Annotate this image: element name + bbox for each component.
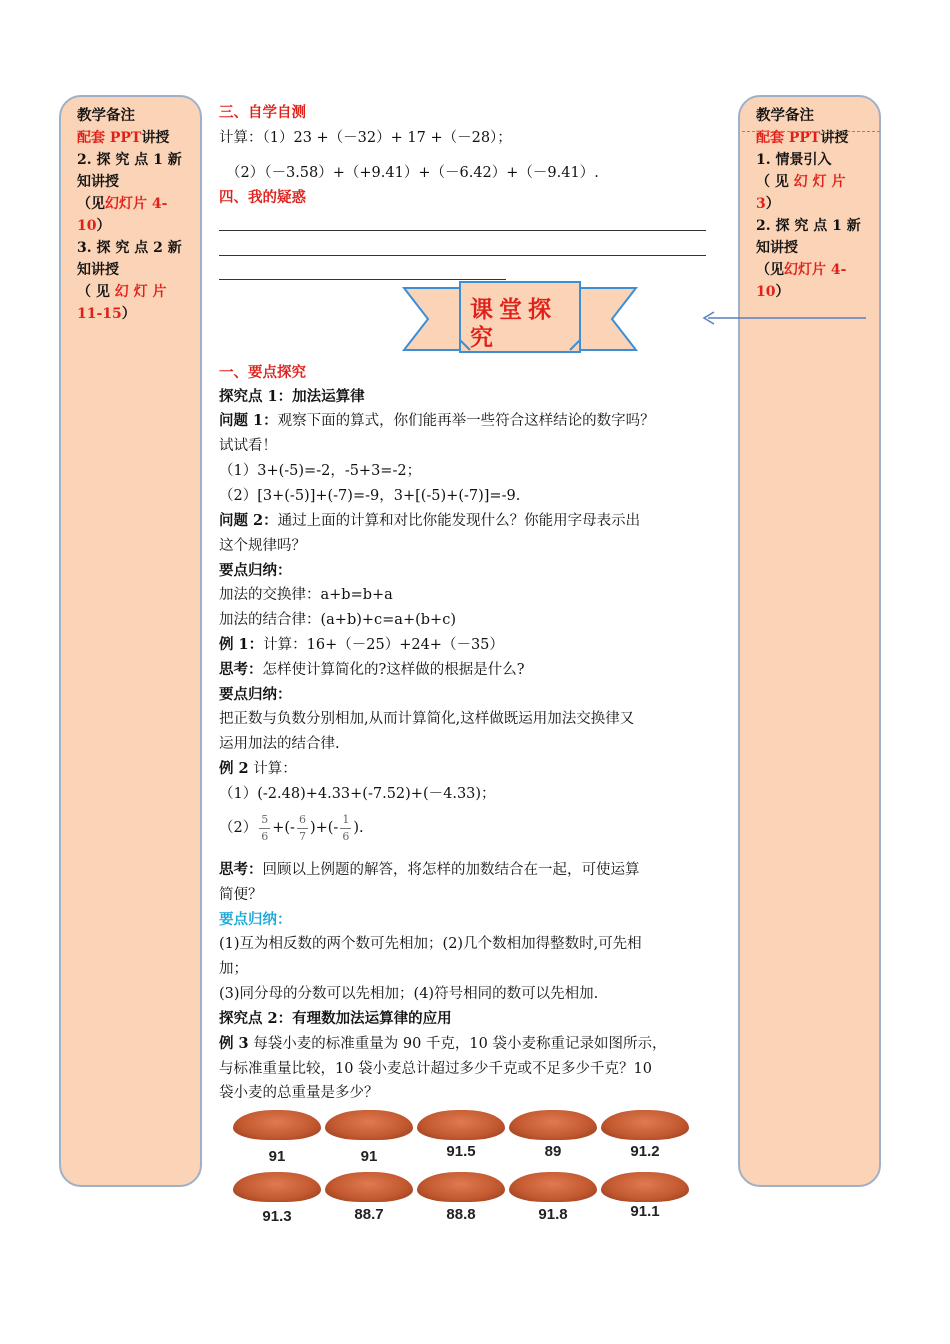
think-2: 思考：回顾以上例题的解答，将怎样的加数结合在一起，可使运算 xyxy=(219,861,640,878)
fraction: $\frac{1}{6}$ xyxy=(342,812,350,843)
example-3-cont: 与标准重量比较，10 袋小麦总计超过多少千克或不足多少千克？10 xyxy=(219,1061,653,1077)
example-2-part-2: （2） $\frac{5}{6}$ +(- $\frac{6}{7}$ )+(- $\frac{1}{6}$ ). xyxy=(219,812,364,843)
left-teaching-note: 教学备注 配套 PPT讲授 2. 探 究 点 1 新 知讲授 （见幻灯片 4- 10） 3. 探 究 点 2 新 知讲授 （ 见 幻 灯 片 11-15） xyxy=(59,95,202,1187)
banner-title: 课堂探究 xyxy=(470,297,557,351)
summary-2-label: 要点归纳： xyxy=(219,686,292,703)
wheat-bag xyxy=(601,1110,689,1140)
equation-1: （1）3+(-5)=-2，-5+3=-2； xyxy=(219,463,422,479)
example-3-cont-2: 袋小麦的总重量是多少？ xyxy=(219,1085,379,1101)
self-test-calc-1: 计算：（1）23 +（－32）+ 17 +（－28）； xyxy=(219,130,512,146)
wheat-bag xyxy=(233,1172,321,1202)
bag-weight: 91.5 xyxy=(446,1143,476,1160)
section1-heading: 一、要点探究 xyxy=(219,364,306,381)
example-2-part-1: （1）(-2.48)+4.33+(-7.52)+(－4.33)； xyxy=(219,786,496,802)
example-3: 例 3 每袋小麦的标准重量为 90 千克，10 袋小麦称重记录如图所示， xyxy=(219,1035,667,1052)
example-1: 例 1：计算：16+（－25）+24+（－35） xyxy=(219,636,504,653)
summary-2-cont: 运用加法的结合律. xyxy=(219,736,340,752)
bag-weight: 88.7 xyxy=(354,1206,384,1223)
ppt-label: 配套 PPT xyxy=(77,130,142,146)
section3-heading: 三、自学自测 xyxy=(219,104,306,121)
explore-point-1-heading: 探究点 1：加法运算律 xyxy=(219,388,365,405)
wheat-bag xyxy=(601,1172,689,1202)
summary-3-cont-2: (3)同分母的分数可以先相加；(4)符号相同的数可以先相加. xyxy=(219,986,599,1002)
wheat-bag xyxy=(417,1110,505,1140)
wheat-bag xyxy=(233,1110,321,1140)
wheat-bag xyxy=(325,1172,413,1202)
summary-3-cont: 加； xyxy=(219,961,248,977)
fraction: $\frac{5}{6}$ xyxy=(261,812,269,843)
section4-heading: 四、我的疑惑 xyxy=(219,189,306,206)
bag-weight: 91.2 xyxy=(630,1143,660,1160)
question-1: 问题 1：观察下面的算式，你们能再举一些符合这样结论的数字吗？ xyxy=(219,412,655,429)
equation-2: （2）[3+(-5)]+(-7)=-9，3+[(-5)+(-7)]=-9. xyxy=(219,488,521,504)
arrow-left-icon xyxy=(700,310,868,326)
bag-weight: 91.8 xyxy=(538,1206,568,1223)
wheat-bag xyxy=(509,1172,597,1202)
wheat-bag xyxy=(509,1110,597,1140)
answer-line-2 xyxy=(219,255,706,256)
think-2-cont: 简便？ xyxy=(219,887,263,903)
fraction: $\frac{6}{7}$ xyxy=(298,812,306,843)
bag-weight: 88.8 xyxy=(446,1206,476,1223)
right-teaching-note: 教学备注 配套 PPT讲授 1. 情景引入 （ 见 幻 灯 片 3） 2. 探 究 点 1 新 知讲授 （见幻灯片 4- 10） xyxy=(738,95,881,1187)
explore-point-2-heading: 探究点 2：有理数加法运算律的应用 xyxy=(219,1010,452,1027)
bag-weight: 91 xyxy=(268,1148,286,1165)
bag-weight: 91.3 xyxy=(262,1208,292,1225)
commutative-law: 加法的交换律：a+b=b+a xyxy=(219,587,393,603)
question-2-cont: 这个规律吗？ xyxy=(219,538,306,554)
question-1-cont: 试试看！ xyxy=(219,438,277,454)
bag-weight: 91 xyxy=(360,1148,378,1165)
summary-3-label: 要点归纳： xyxy=(219,911,292,928)
summary-3-text: (1)互为相反数的两个数可先相加；(2)几个数相加得整数时,可先相 xyxy=(219,936,642,952)
think-1: 思考：怎样使计算简化的?这样做的根据是什么? xyxy=(219,661,525,678)
bag-weight: 89 xyxy=(544,1143,562,1160)
bag-weight: 91.1 xyxy=(630,1203,660,1220)
question-2: 问题 2：通过上面的计算和对比你能发现什么？你能用字母表示出 xyxy=(219,512,641,529)
wheat-bag xyxy=(417,1172,505,1202)
associative-law: 加法的结合律：(a+b)+c=a+(b+c) xyxy=(219,612,456,628)
summary-1-label: 要点归纳： xyxy=(219,562,292,579)
note-divider xyxy=(742,131,880,132)
note-title: 教学备注 xyxy=(77,107,135,124)
self-test-calc-2: （2）（－3.58）+（+9.41）+（－6.42）+（－9.41）. xyxy=(226,165,599,181)
wheat-bag xyxy=(325,1110,413,1140)
note-title: 教学备注 xyxy=(756,107,814,124)
answer-line-1 xyxy=(219,230,706,231)
example-2: 例 2 计算： xyxy=(219,760,297,777)
summary-2-text: 把正数与负数分别相加,从而计算简化,这样做既运用加法交换律又 xyxy=(219,711,635,727)
